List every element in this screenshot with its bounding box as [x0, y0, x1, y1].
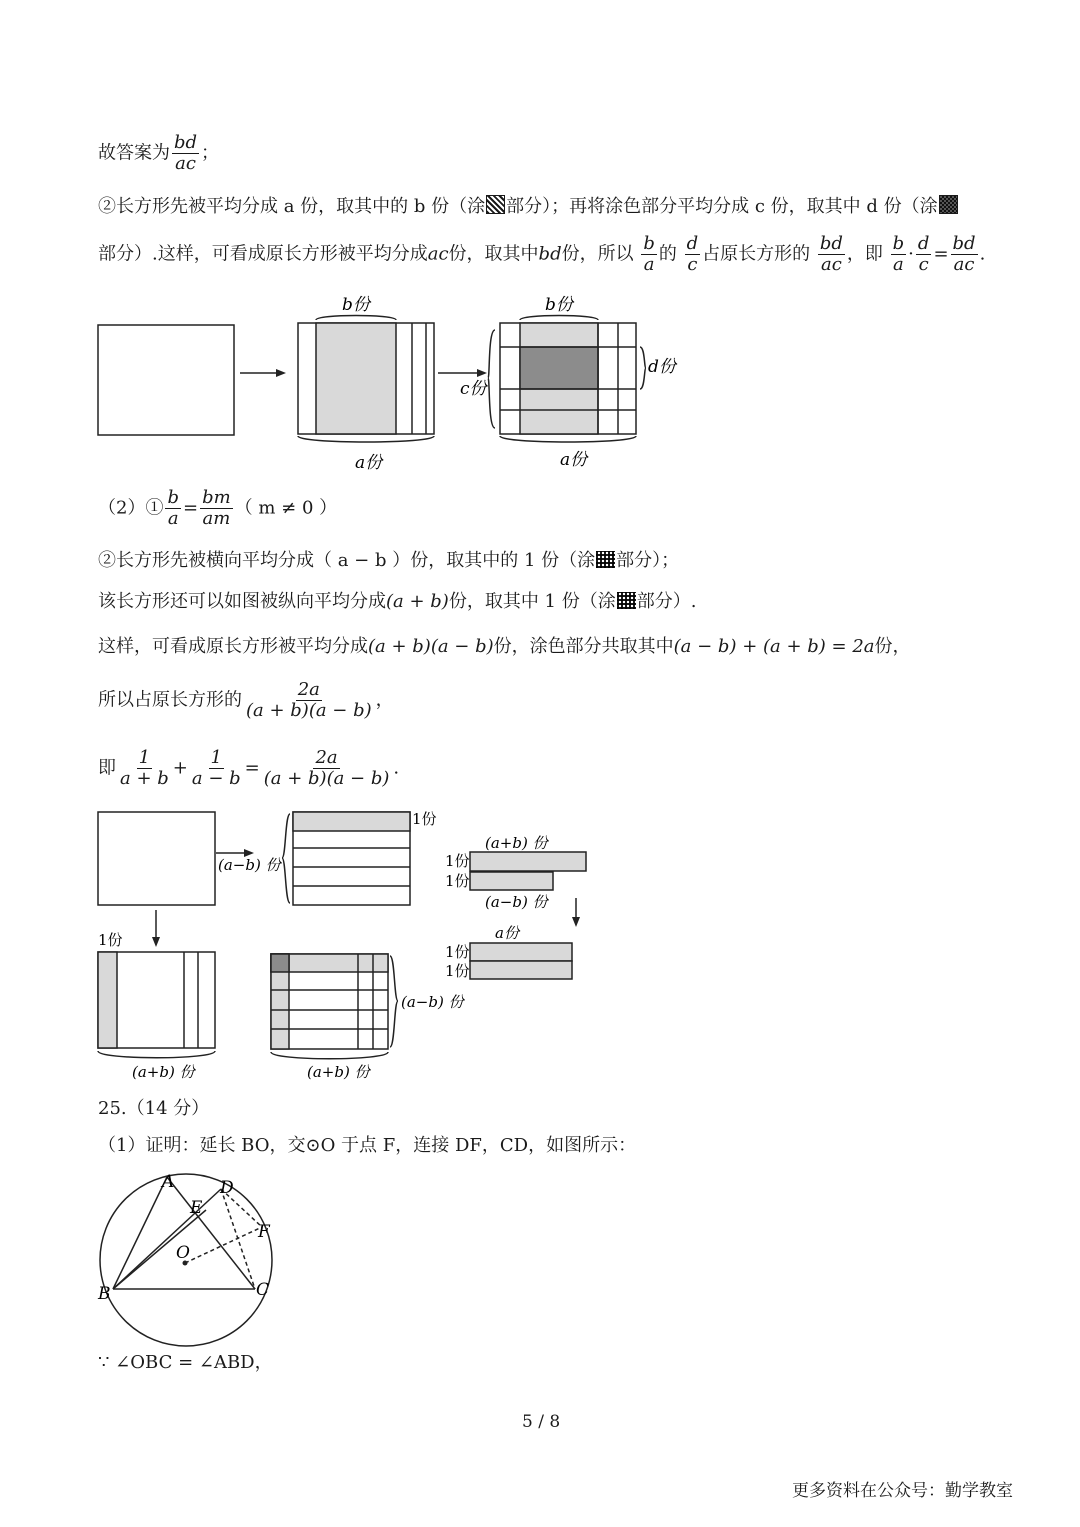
question-25-line-1: （1）证明：延长 BO，交⊙O 于点 F，连接 DF，CD，如图所示： — [98, 1135, 637, 1156]
label-a: a份 — [355, 453, 383, 473]
figure-rectangle-division-2 — [90, 800, 610, 1090]
svg-text:1份: 1份 — [445, 943, 470, 961]
fraction: $\frac{2a}{(a + b)(a - b)}$ — [263, 747, 390, 789]
fraction: $\frac{bm}{am}$ — [202, 487, 231, 529]
fraction-bd-ac: $\frac{bd}{ac}$ — [174, 132, 198, 174]
page-number: 5 / 8 — [522, 1412, 561, 1432]
label-a-2: a份 — [560, 450, 588, 470]
circle-figure — [90, 1165, 290, 1355]
svg-text:(a+b) 份: (a+b) 份 — [307, 1063, 370, 1081]
part2-line-3: 该长方形还可以如图被纵向平均分成(a + b)份，取其中 1 份（涂 部分）. — [98, 591, 697, 612]
fraction: $\frac{b}{a}$ — [643, 233, 655, 275]
shaded-d-portion — [520, 347, 598, 389]
svg-text:(a−b) 份: (a−b) 份 — [401, 993, 464, 1011]
part2-line-4: 这样，可看成原长方形被平均分成(a + b)(a − b)份，涂色部分共取其中(a − b) + (a + b) = 2a份， — [98, 636, 911, 657]
footer-note: 更多资料在公众号：勤学教室 — [792, 1481, 1013, 1501]
fraction: $\frac{bd}{ac}$ — [819, 233, 843, 275]
svg-text:1份: 1份 — [445, 852, 470, 870]
original-rectangle — [98, 325, 234, 435]
svg-text:(a+b) 份: (a+b) 份 — [132, 1063, 195, 1081]
strip-a-1 — [470, 943, 572, 961]
hatched-swatch-icon — [486, 195, 505, 214]
svg-text:1份: 1份 — [445, 872, 470, 890]
fraction: $\frac{1}{a + b}$ — [120, 747, 169, 789]
fraction: $\frac{bd}{ac}$ — [952, 233, 976, 275]
explanation-line-3: 部分）.这样，可看成原长方形被平均分成ac份，取其中bd份，所以 $\frac{b}{a}$ 的 $\frac{d}{c}$ 占原长方形的 $\frac{bd}{ac}$ ，即 $\frac{b}{a}$ · $\frac{d}{c}$ = $\frac{bd}{ac}$ . — [98, 233, 986, 275]
answer-line: 故答案为 $\frac{bd}{ac}$ ； — [98, 132, 220, 174]
strip-a-2 — [470, 961, 572, 979]
svg-text:O: O — [176, 1243, 190, 1263]
grid-swatch-icon — [617, 592, 636, 609]
svg-text:D: D — [220, 1178, 234, 1198]
svg-text:E: E — [190, 1198, 203, 1218]
svg-text:1份: 1份 — [412, 810, 437, 828]
label-c: c份 — [460, 379, 487, 399]
question-25-title: 25.（14 分） — [98, 1098, 210, 1119]
svg-text:B: B — [98, 1284, 111, 1304]
svg-text:1份: 1份 — [445, 962, 470, 980]
fraction: $\frac{d}{c}$ — [917, 233, 930, 275]
svg-text:(a−b) 份: (a−b) 份 — [218, 856, 281, 874]
label-d: d份 — [648, 357, 676, 377]
svg-text:(a−b) 份: (a−b) 份 — [485, 893, 548, 911]
question-25-line-2: ∵ ∠OBC = ∠ABD， — [98, 1352, 273, 1373]
strip-a-plus-b — [470, 852, 586, 871]
explanation-line-2: ②长方形先被平均分成 a 份，取其中的 b 份（涂 部分）；再将涂色部分平均分成 c 份，取其中 d 份（涂 — [98, 195, 959, 218]
svg-text:F: F — [258, 1222, 270, 1242]
fraction-2a: $\frac{2a}{(a + b)(a - b)}$ — [246, 679, 372, 721]
fraction: $\frac{b}{a}$ — [892, 233, 905, 275]
fraction: $\frac{d}{c}$ — [686, 233, 699, 275]
fraction: $\frac{b}{a}$ — [167, 487, 179, 529]
svg-text:(a+b) 份: (a+b) 份 — [485, 834, 548, 852]
svg-text:1份: 1份 — [98, 931, 123, 949]
strip-a-minus-b — [470, 872, 553, 890]
checkered-swatch-icon — [939, 195, 958, 214]
part2-line-5: 所以占原长方形的 $\frac{2a}{(a + b)(a - b)}$ ， — [98, 679, 394, 721]
svg-text:a份: a份 — [495, 924, 519, 942]
shaded-b-portion — [316, 323, 396, 434]
svg-text:C: C — [256, 1280, 270, 1300]
figure-rectangle-division-1 — [90, 290, 710, 480]
part2-line-2: ②长方形先被横向平均分成（ a − b ）份，取其中的 1 份（涂 部分）； — [98, 550, 680, 571]
svg-text:A: A — [162, 1172, 175, 1192]
grid-swatch-icon — [596, 551, 615, 568]
label-b: b份 — [342, 295, 370, 315]
label-b-2: b份 — [545, 295, 573, 315]
fraction: $\frac{1}{a - b}$ — [191, 747, 241, 789]
part2-line-1: （2）① $\frac{b}{a}$ = $\frac{bm}{am}$ （ m ≠ 0 ） — [98, 487, 338, 529]
original-rectangle-2 — [98, 812, 215, 905]
part2-line-6: 即 $\frac{1}{a + b}$ + $\frac{1}{a - b}$ = $\frac{2a}{(a + b)(a - b)}$ . — [98, 747, 400, 789]
